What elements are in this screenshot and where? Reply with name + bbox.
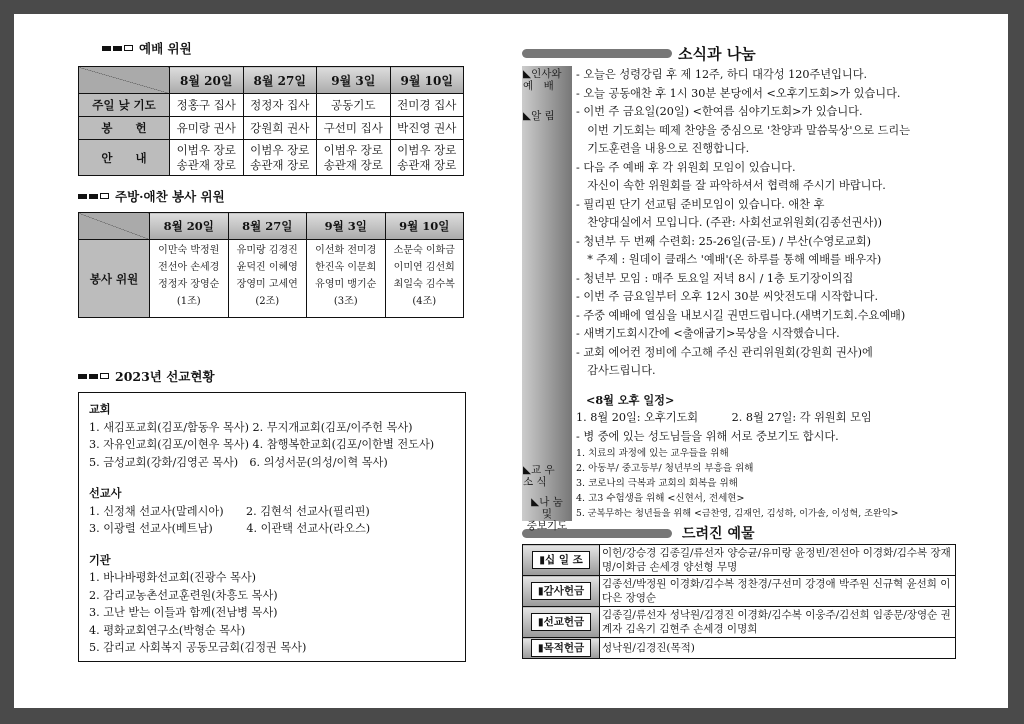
worship-date-2: 8월 27일 [243, 67, 317, 94]
table-row: ▮십 일 조 이헌/강승경 김종길/류선자 양승균/유미랑 윤정빈/전선아 이경화/김수복 장재명/이화금 손세경 양선형 무명 [523, 545, 956, 576]
news-body: - 오늘은 성령강림 후 제 12주, 하디 대각성 120주년입니다. - 오늘 공동애찬 후 1시 30분 본당에서 <오후기도회>가 있습니다. - 이번 주 금요일(20일) <한여름 심야기도회>가 있습니다. 이번 기도회는 떼제 찬양을 중심으로 '찬양과 말씀묵상'으로 드리는 기도훈련을 내용으로 진행합니다. - 다음 주 예배 후 각 위원회 모임이 있습니다. 자신이 속한 위원회를 잘 파악하셔서 협력해 주시기 바랍니다. - 필리핀 단기 선교팀 준비모임이 있습니다. 애찬 후 찬양대실에서 모입니다. (주관: 사회선교위원회(김종선권사)) - 청년부 두 번째 수련회: 25-26일(금-토) / 부산(수영로교회) * 주제 : 원데이 클래스 '예배'(온 하루를 통해 예배를 배우자) - 청년부 모임 : 매주 토요일 저녁 8시 / 1층 토기장이의집 - 이번 주 금요일부터 오후 12시 30분 씨앗전도대 시작합니다. - 주중 예배에 열심을 내보시길 권면드립니다.(새벽기도회.수요예배) - 새벽기도회시간에 <출애굽기>묵상을 시작했습니다. - 교회 에어컨 정비에 수고해 주신 관리위원회(강원희 권사)에 감사드립니다. <8월 오후 일정> 1. 8월 20일: 오후기도회 2. 8월 27일: 각 위원회 모임 - 병 중에 있는 성도님들을 위해 서로 중보기도 합시다. 1. 치료의 과정에 있는 교우들을 위해 2. 아동부/ 중고등부/ 청년부의 부흥을 위해 3. 코로나의 극복과 교회의 회복을 위해 4. 고3 수험생을 위해 <신현서, 전세현> 5. 군복무하는 청년들을 위해 <금찬영, 김재언, 김성하, 이가솔, 이성혁, 조완익> [576, 68, 911, 519]
table-row: 안 내 이범우 장로 송관재 장로 이범우 장로 송관재 장로 이범우 장로 송관재 장로 이범우 장로 송관재 장로 [79, 140, 464, 176]
table-row: 봉 헌 유미랑 권사 강원희 권사 구선미 집사 박진영 권사 [79, 117, 464, 140]
table-row: 봉사 위원 이만숙 박정원 전선아 손세경 정정자 장영순 (1조) 유미랑 김경진 윤덕진 이혜영 장영미 고세연 (2조) 이선화 전미경 한진옥 이문희 유영미 맹기순 (3조) 소문숙 이화금 이미연 김선희 최일숙 김수복 (4조) [79, 240, 464, 318]
table-row: 주일 낮 기도 정홍구 집사 정정자 집사 공동기도 전미경 집사 [79, 94, 464, 117]
table-row: ▮감사헌금 김종선/박정원 이경화/김수복 정찬경/구선미 강경애 박주원 신규혁 윤선희 이다은 장영순 [523, 576, 956, 607]
news-section-title: 소식과 나눔 [522, 44, 967, 62]
diagonal-header-cell [79, 213, 150, 240]
kitchen-table: 8월 20일 8월 27일 9월 3일 9월 10일 봉사 위원 이만숙 박정원 전선아 손세경 정정자 장영순 (1조) 유미랑 김경진 윤덕진 이혜영 장영미 고세연 (2조) 이선화 전미경 한진옥 이문희 유영미 맹기순 (3조) 소문숙 이화금 이미연 김선희 최일숙 김수복 (4조) [78, 212, 464, 318]
tag-notice: ◣알 림 [523, 110, 555, 122]
offerings-table [522, 544, 956, 659]
left-column [78, 38, 490, 662]
table-row: ▮선교헌금 김종길/류선자 성낙원/김경진 이경화/김수복 이웅주/김선희 임종문/장영순 권계자 김옥기 김현주 손세경 이명희 [523, 607, 956, 638]
news-side-bar [522, 66, 572, 532]
worship-date-3: 9월 3일 [317, 67, 391, 94]
section-marker-icon [78, 193, 109, 199]
tag-prayer: ◣나 눔 및 중보기도 [526, 496, 568, 532]
news-block [522, 66, 967, 532]
worship-section-title: 예배 위원 [102, 38, 490, 58]
title-bar [522, 49, 672, 58]
kitchen-section-title: 주방·애찬 봉사 위원 [78, 186, 490, 206]
bulletin-page [14, 14, 1008, 708]
tag-greeting: ◣인사와 예 배 [523, 68, 562, 92]
right-column [522, 44, 967, 659]
table-row: ▮목적헌금 성낙원/김경진(목적) [523, 638, 956, 659]
section-marker-icon [78, 373, 109, 379]
worship-date-4: 9월 10일 [390, 67, 464, 94]
mission-box: 교회 1. 새김포교회(김포/함동우 목사) 2. 무지개교회(김포/이주헌 목사) 3. 자유인교회(김포/이현우 목사) 4. 참행복한교회(김포/이한별 전도사) 5. 금성교회(강화/김영곤 목사) 6. 의성서문(의성/이혁 목사) 선교사 1. 신정채 선교사(말레시아) 2. 김현석 선교사(필리핀) 3. 이광렬 선교사(베트남) 4. 이관택 선교사(라오스) 기관 1. 바나바평화선교회(진광수 목사) 2. 감리교농촌선교훈련원(차흥도 목사) 3. 고난 받는 이들과 함께(전남병 목사) 4. 평화교회연구소(박형순 목사) 5. 감리교 사회복지 공동모금회(김정권 목사) [78, 392, 466, 662]
tag-members: ◣교 우 소 식 [523, 464, 555, 488]
mission-section-title: 2023년 선교현황 [78, 366, 490, 386]
offerings-section-title: 드려진 예물 [522, 524, 967, 542]
section-marker-icon [102, 45, 133, 51]
worship-date-1: 8월 20일 [170, 67, 244, 94]
diagonal-header-cell [79, 67, 170, 94]
worship-table [78, 66, 464, 176]
